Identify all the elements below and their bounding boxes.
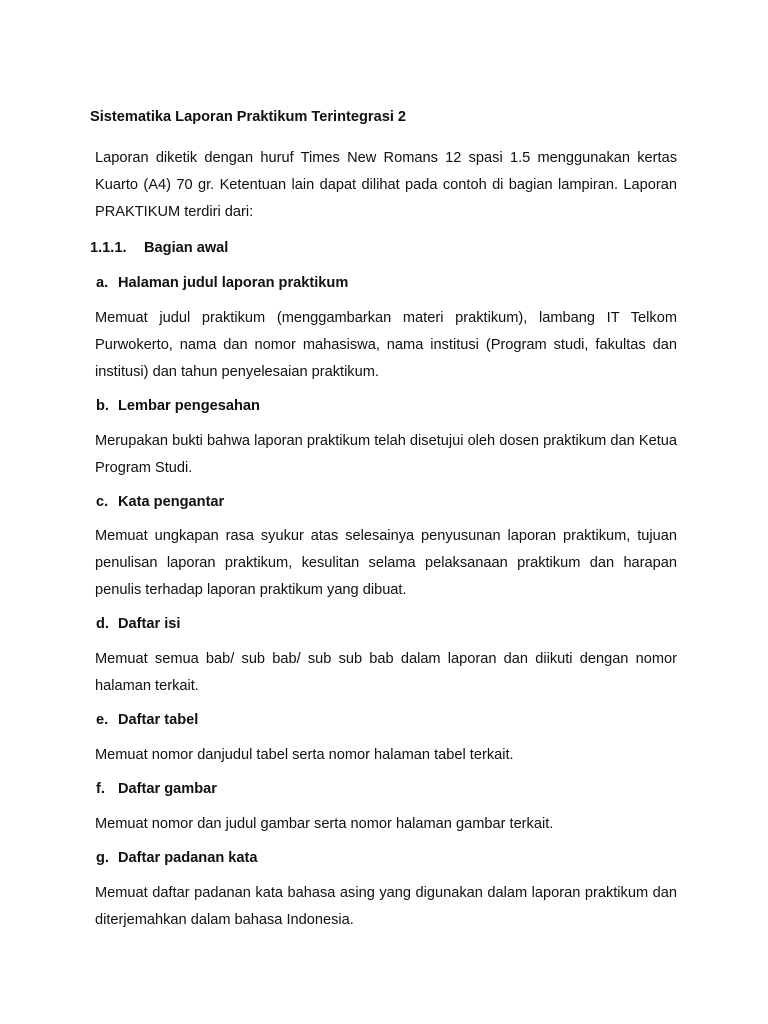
- item-marker: b.: [96, 398, 109, 414]
- item-heading-text: Daftar padanan kata: [118, 850, 258, 866]
- document-title: Sistematika Laporan Praktikum Terintegrasi 2: [90, 109, 407, 125]
- intro-paragraph: Laporan diketik dengan huruf Times New Romans 12 spasi 1.5 menggunakan kertas Kuarto (A4) 70 gr. Ketentuan lain dapat dilihat pada contoh di bagian lampiran. Laporan PRAKTIKUM terdiri dari:: [95, 150, 677, 220]
- item-body-e: Memuat nomor danjudul tabel serta nomor halaman tabel terkait.: [95, 747, 514, 763]
- section-number: 1.1.1.: [90, 240, 127, 256]
- item-heading-text: Daftar isi: [118, 616, 181, 632]
- item-heading-text: Lembar pengesahan: [118, 398, 260, 414]
- item-heading-c: [96, 494, 224, 510]
- item-heading-text: Daftar tabel: [118, 712, 199, 728]
- item-heading-a: [96, 275, 348, 291]
- item-marker: c.: [96, 494, 109, 510]
- item-body-g: Memuat daftar padanan kata bahasa asing yang digunakan dalam laporan praktikum dan diterjemahkan dalam bahasa Indonesia.: [95, 885, 677, 928]
- item-marker: d.: [96, 616, 109, 632]
- item-heading-text: Kata pengantar: [118, 494, 225, 510]
- item-marker: g.: [96, 850, 109, 866]
- item-body-c: Memuat ungkapan rasa syukur atas selesainya penyusunan laporan praktikum, tujuan penulisan laporan praktikum, kesulitan selama pelaksanaan praktikum dan harapan penulis terhadap laporan praktikum yang dibuat.: [95, 528, 677, 598]
- item-body-b: Merupakan bukti bahwa laporan praktikum telah disetujui oleh dosen praktikum dan Ketua Program Studi.: [95, 433, 677, 476]
- item-heading-text: Daftar gambar: [118, 781, 217, 797]
- item-heading-e: [96, 712, 198, 728]
- item-heading-b: [96, 398, 260, 414]
- item-marker: a.: [96, 275, 109, 291]
- item-marker: e.: [96, 712, 109, 728]
- item-heading-d: [96, 616, 180, 632]
- item-body-a: Memuat judul praktikum (menggambarkan materi praktikum), lambang IT Telkom Purwokerto, nama dan nomor mahasiswa, nama institusi (Program studi, fakultas dan institusi) dan tahun penyelesaian praktikum.: [95, 310, 677, 380]
- section-title: Bagian awal: [144, 240, 229, 256]
- item-body-f: Memuat nomor dan judul gambar serta nomor halaman gambar terkait.: [95, 816, 554, 832]
- item-heading-text: Halaman judul laporan praktikum: [118, 275, 349, 291]
- item-heading-f: [96, 781, 217, 797]
- section-heading: [90, 240, 228, 256]
- item-marker: f.: [96, 781, 105, 797]
- item-heading-g: [96, 850, 258, 866]
- item-body-d: Memuat semua bab/ sub bab/ sub sub bab dalam laporan dan diikuti dengan nomor halaman terkait.: [95, 651, 677, 694]
